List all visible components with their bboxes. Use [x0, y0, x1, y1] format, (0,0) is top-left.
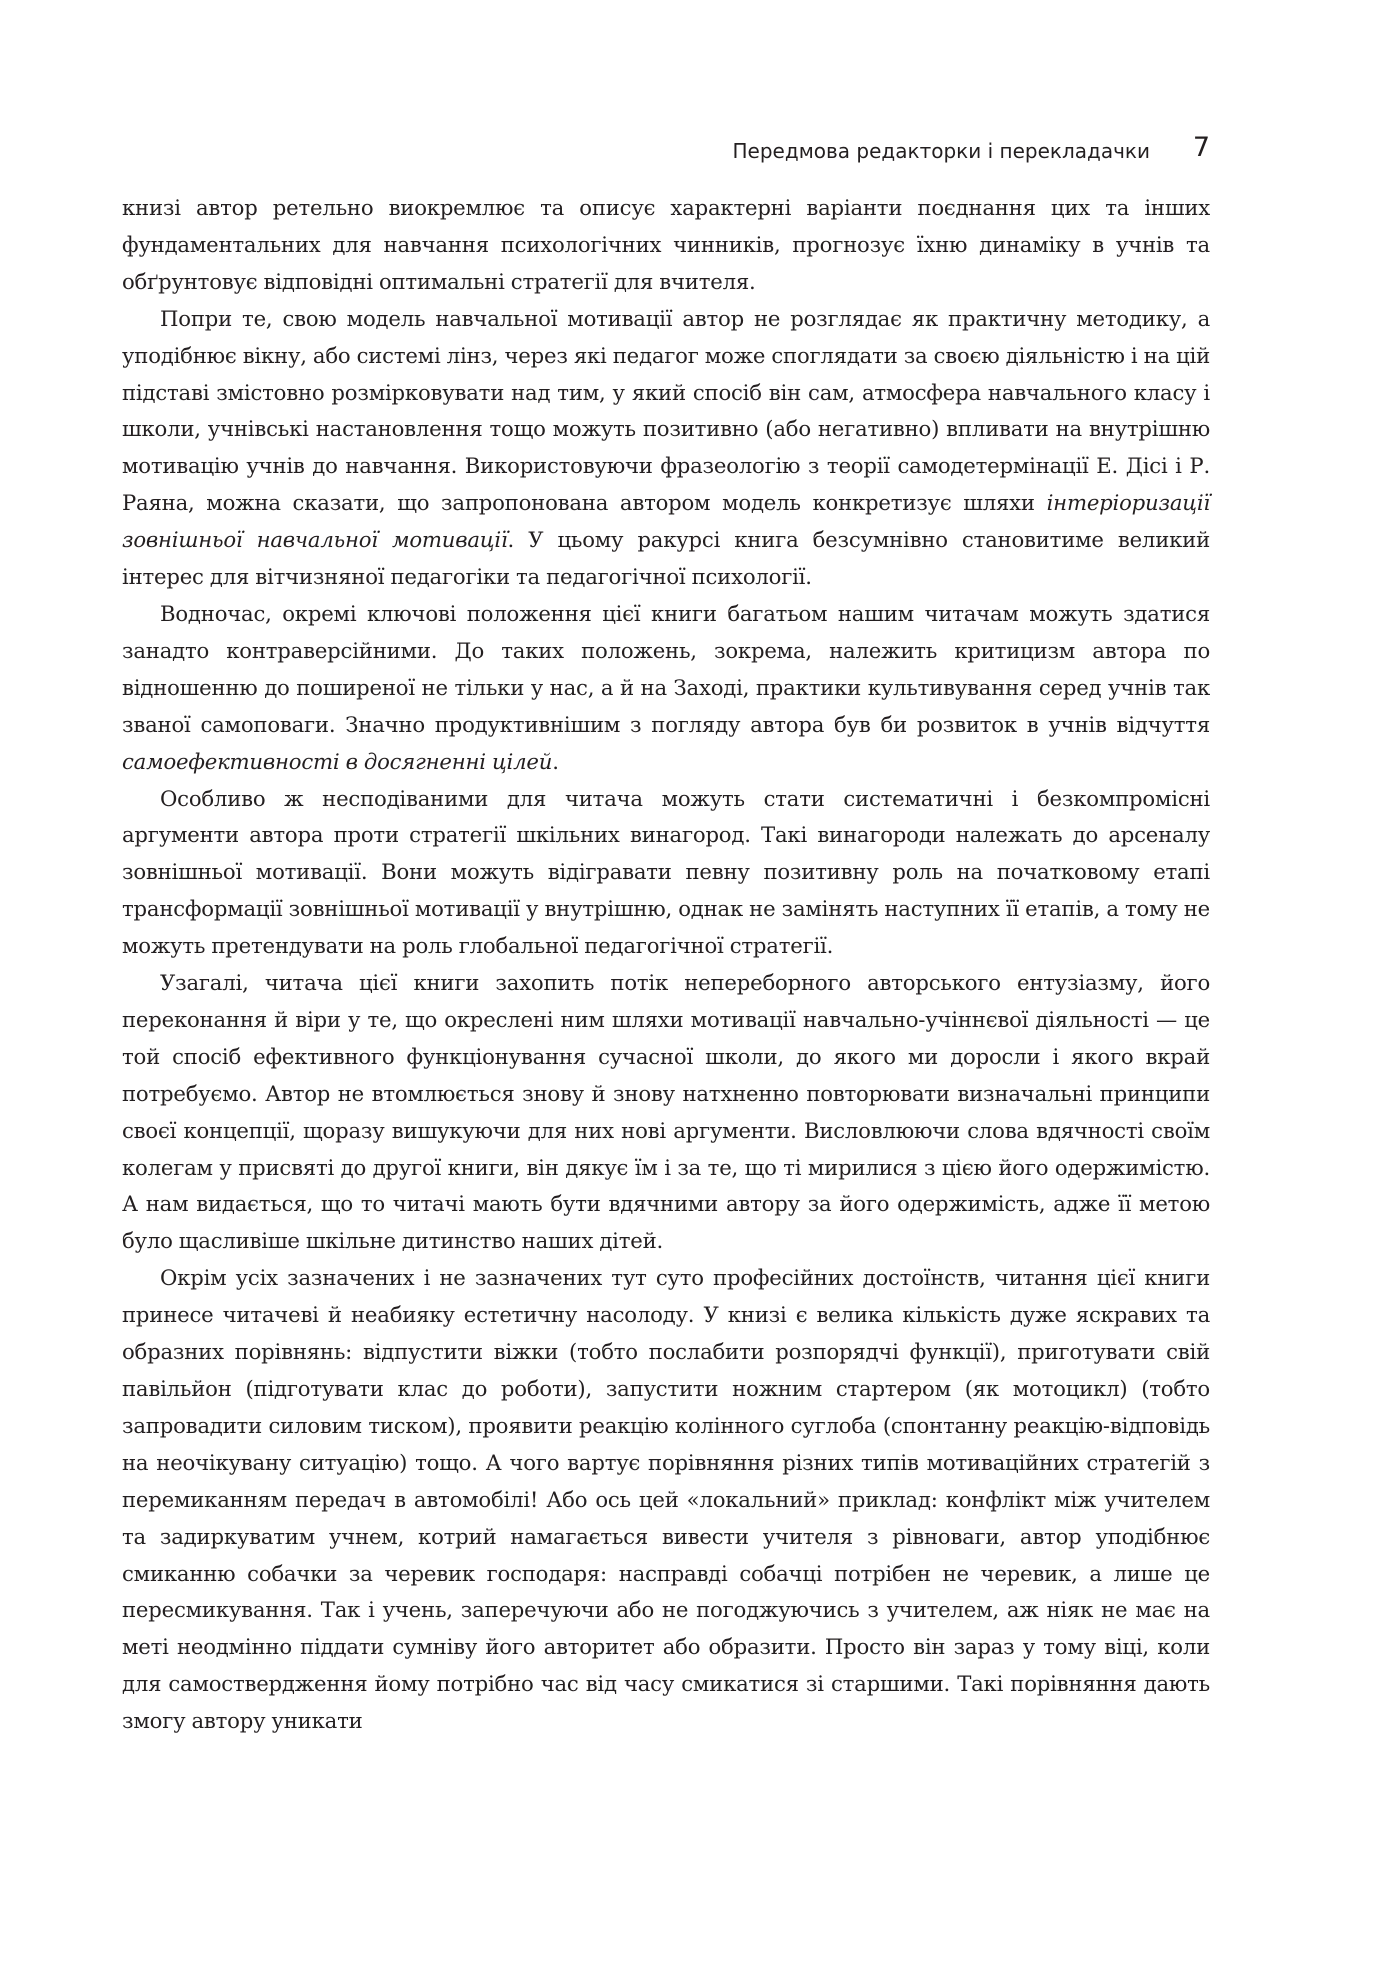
paragraph: [122, 1260, 1210, 1740]
paragraph: [122, 596, 1210, 781]
running-header: [122, 128, 1210, 172]
paragraph: [122, 301, 1210, 596]
text-segment: Попри те, свою модель навчальної мотивації автор не розглядає як практичну методику, а уподібнює вікну, або системі лінз, через які педагог може споглядати за своєю діяльністю і на цій підставі змістовно розмірковувати над тим, у який спосіб він сам, атмосфера навчального класу і школи, учнівські настановлення тощо можуть позитивно (або негативно) впливати на внутрішню мотивацію учнів до навчання. Використовуючи фразеологію з теорії самодетермінації Е. Дісі і Р. Раяна, можна сказати, що запропонована автором модель конкретизує шляхи: [122, 305, 1210, 516]
text-segment: Окрім усіх зазначених і не зазначених тут суто професійних достоїнств, читання цієї книги принесе читачеві й неабияку естетичну насолоду. У книзі є велика кількість дуже яскравих та образних порівнянь: відпустити віжки (тобто послабити розпорядчі функції), приготувати свій павільйон (підготувати клас до роботи), запустити ножним стартером (як мотоцикл) (тобто запровадити силовим тиском), проявити реакцію колінного суглоба (спонтанну реакцію-відповідь на неочікувану ситуацію) тощо. А чого вартує порівняння різних типів мотиваційних стратегій з перемиканням передач в автомобілі! Або ось цей «локальний» приклад: конфлікт між учителем та задиркуватим учнем, котрий намагається вивести учителя з рівноваги, автор уподібнює смиканню собачки за черевик господаря: насправді собачці потрібен не черевик, а лише це пересмикування. Так і учень, заперечуючи або не погоджуючись з учителем, аж ніяк не має на меті неодмінно піддати сумніву його авторитет або образити. Просто він зараз у тому віці, коли для самоствердження йому потрібно час від часу смикатися зі старшими. Такі порівняння дають змогу автору уникати: [122, 1265, 1210, 1734]
text-segment: Водночас, окремі ключові положення цієї книги багатьом нашим читачам можуть здатися занадто контраверсійними. До таких положень, зокрема, належить критицизм автора по відношенню до поширеної не тільки у нас, а й на Заході, практики культивування серед учнів так званої самоповаги. Значно продуктивнішим з погляду автора був би розвиток в учнів відчуття: [122, 600, 1210, 737]
text-segment: .: [552, 748, 559, 774]
body-text: [122, 190, 1210, 1740]
text-segment: . У цьому ракурсі книга безсумнівно становитиме великий інтерес для вітчизняної педагогіки та педагогічної психології.: [122, 527, 1210, 590]
emphasized-phrase: інтеріоризації зовнішньої навчальної мотивації: [122, 490, 1210, 553]
running-title: Передмова редакторки і перекладачки: [732, 139, 1150, 163]
text-segment: Узагалі, читача цієї книги захопить потік непереборного авторського ентузіазму, його переконання й віри у те, що окреслені ним шляхи мотивації навчально-учіннєвої діяльності — це той спосіб ефективного функціонування сучасної школи, до якого ми доросли і якого вкрай потребуємо. Автор не втомлюється знову й знову натхненно повторювати визначальні принципи своєї концепції, щоразу вишукуючи для них нові аргументи. Висловлюючи слова вдячності своїм колегам у присвяті до другої книги, він дякує їм і за те, що ті мирилися з цією його одержимістю. А нам видається, що то читачі мають бути вдячними автору за його одержимість, адже її метою було щасливіше шкільне дитинство наших дітей.: [122, 970, 1210, 1254]
emphasized-phrase: самоефективності в досягненні цілей: [122, 748, 553, 774]
page-number: 7: [1192, 132, 1210, 163]
paragraph-continuation: [122, 190, 1210, 301]
paragraph: [122, 965, 1210, 1260]
text-segment: книзі автор ретельно виокремлює та описує характерні варіанти поєднання цих та інших фундаментальних для навчання психологічних чинників, прогнозує їхню динаміку в учнів та обґрунтовує відповідні оптимальні стратегії для вчителя.: [122, 195, 1210, 294]
text-segment: Особливо ж несподіваними для читача можуть стати систематичні і безкомпромісні аргументи автора проти стратегії шкільних винагород. Такі винагороди належать до арсеналу зовнішньої мотивації. Вони можуть відігравати певну позитивну роль на початковому етапі трансформації зовнішньої мотивації у внутрішню, однак не замінять наступних її етапів, а тому не можуть претендувати на роль глобальної педагогічної стратегії.: [122, 785, 1210, 959]
paragraph: [122, 781, 1210, 966]
